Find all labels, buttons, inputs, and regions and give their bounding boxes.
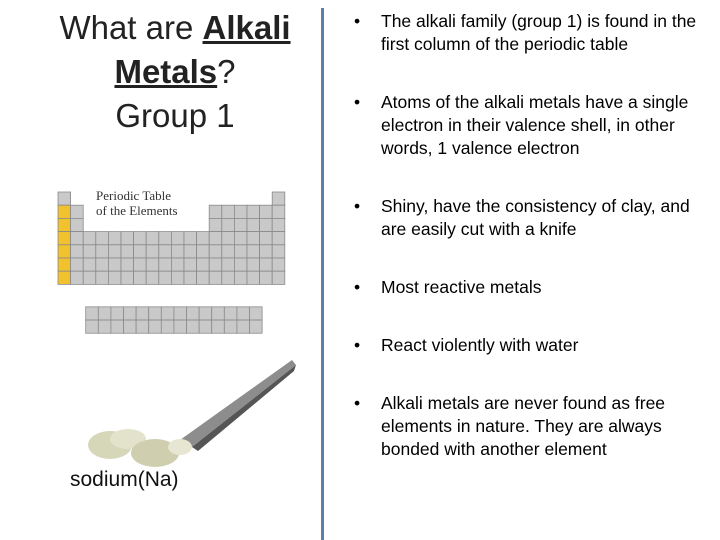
lanthanide-actinide-cell (224, 307, 237, 320)
lanthanide-actinide-cell (199, 320, 212, 333)
lanthanide-actinide-cell (174, 320, 187, 333)
element-cell (83, 232, 96, 245)
element-cell (247, 258, 260, 271)
element-cell (159, 271, 172, 284)
element-cell (83, 271, 96, 284)
lanthanide-actinide-cell (136, 307, 149, 320)
lanthanide-actinide-cell (237, 307, 250, 320)
element-cell (134, 258, 147, 271)
element-cell (209, 245, 222, 258)
element-cell (96, 232, 109, 245)
element-cell (146, 258, 159, 271)
element-cell (209, 232, 222, 245)
element-cell (260, 218, 273, 231)
bullet-item: • Most reactive metals (352, 276, 718, 299)
element-cell (171, 271, 184, 284)
element-cell (260, 258, 273, 271)
knife-edge (192, 365, 296, 451)
element-cell (96, 245, 109, 258)
element-cell (260, 271, 273, 284)
element-cell (247, 218, 260, 231)
title-alkali: Alkali (202, 9, 291, 46)
periodic-table-caption: Periodic Table of the Elements (96, 188, 178, 218)
element-cell (171, 258, 184, 271)
element-cell (159, 258, 172, 271)
element-cell (222, 218, 235, 231)
alkali-metal-cell (58, 271, 71, 284)
element-cell (272, 192, 285, 205)
element-cell (96, 271, 109, 284)
element-cell (108, 245, 121, 258)
element-cell (121, 232, 134, 245)
element-cell (247, 205, 260, 218)
element-cell (71, 258, 84, 271)
lanthanide-actinide-cell (161, 307, 174, 320)
lanthanide-actinide-cell (187, 320, 200, 333)
element-cell (146, 232, 159, 245)
element-cell (260, 232, 273, 245)
bullet-item: • React violently with water (352, 334, 718, 357)
element-cell (108, 258, 121, 271)
element-cell (58, 192, 71, 205)
element-cell (184, 258, 197, 271)
element-cell (184, 232, 197, 245)
element-cell (209, 218, 222, 231)
element-cell (134, 232, 147, 245)
lanthanide-actinide-cell (124, 307, 137, 320)
alkali-metal-cell (58, 218, 71, 231)
title-line-2: Metals? (114, 53, 236, 90)
element-cell (222, 232, 235, 245)
bullet-list (352, 10, 718, 496)
element-cell (197, 258, 210, 271)
element-cell (234, 271, 247, 284)
element-cell (272, 245, 285, 258)
lanthanide-actinide-cell (212, 307, 225, 320)
lanthanide-actinide-cell (149, 320, 162, 333)
element-cell (234, 205, 247, 218)
element-cell (184, 245, 197, 258)
lanthanide-actinide-cell (124, 320, 137, 333)
lanthanide-actinide-cell (98, 320, 111, 333)
element-cell (247, 232, 260, 245)
element-cell (234, 258, 247, 271)
element-cell (197, 232, 210, 245)
element-cell (222, 271, 235, 284)
lanthanide-actinide-cell (111, 307, 124, 320)
lanthanide-actinide-cell (224, 320, 237, 333)
bullet-item: • Shiny, have the consistency of clay, and are easily cut with a knife (352, 195, 718, 241)
element-cell (71, 271, 84, 284)
lanthanide-actinide-cell (199, 307, 212, 320)
element-cell (134, 245, 147, 258)
knife-blade (180, 360, 296, 447)
alkali-metal-cell (58, 258, 71, 271)
lanthanide-actinide-cell (86, 320, 99, 333)
element-cell (272, 271, 285, 284)
element-cell (234, 245, 247, 258)
element-cell (222, 245, 235, 258)
element-cell (146, 245, 159, 258)
element-cell (272, 232, 285, 245)
lanthanide-actinide-cell (174, 307, 187, 320)
bullet-item: • The alkali family (group 1) is found in the first column of the periodic table (352, 10, 718, 56)
element-cell (121, 258, 134, 271)
element-cell (260, 245, 273, 258)
element-cell (234, 218, 247, 231)
element-cell (272, 205, 285, 218)
lanthanide-actinide-cell (86, 307, 99, 320)
lanthanide-actinide-cell (187, 307, 200, 320)
sodium-image (80, 355, 300, 475)
column-divider (321, 8, 324, 540)
element-cell (247, 245, 260, 258)
bullet-item: • Atoms of the alkali metals have a single electron in their valence shell, in other words, 1 valence electron (352, 91, 718, 160)
alkali-metal-cell (58, 205, 71, 218)
bullet-item: • Alkali metals are never found as free elements in nature. They are always bonded with another element (352, 392, 718, 461)
element-cell (159, 232, 172, 245)
title-metals: Metals (114, 53, 218, 90)
lanthanide-actinide-cell (111, 320, 124, 333)
alkali-metal-cell (58, 232, 71, 245)
alkali-metal-cell (58, 245, 71, 258)
lanthanide-actinide-cell (161, 320, 174, 333)
slide-title (40, 6, 310, 138)
element-cell (146, 271, 159, 284)
element-cell (222, 258, 235, 271)
element-cell (272, 218, 285, 231)
element-cell (184, 271, 197, 284)
element-cell (83, 258, 96, 271)
sodium-label: sodium(Na) (70, 468, 179, 491)
element-cell (260, 205, 273, 218)
element-cell (96, 258, 109, 271)
element-cell (83, 245, 96, 258)
element-cell (159, 245, 172, 258)
element-cell (121, 271, 134, 284)
element-cell (71, 205, 84, 218)
element-cell (171, 245, 184, 258)
element-cell (197, 271, 210, 284)
lanthanide-actinide-cell (149, 307, 162, 320)
element-cell (272, 258, 285, 271)
lanthanide-actinide-cell (237, 320, 250, 333)
lanthanide-actinide-cell (136, 320, 149, 333)
element-cell (171, 232, 184, 245)
lanthanide-actinide-cell (250, 320, 263, 333)
element-cell (108, 271, 121, 284)
element-cell (71, 218, 84, 231)
element-cell (209, 271, 222, 284)
element-cell (234, 232, 247, 245)
lanthanide-actinide-cell (212, 320, 225, 333)
sodium-chunk (168, 439, 192, 455)
element-cell (71, 232, 84, 245)
element-cell (247, 271, 260, 284)
title-line-1: What are Alkali (59, 9, 291, 46)
element-cell (108, 232, 121, 245)
element-cell (209, 258, 222, 271)
element-cell (134, 271, 147, 284)
lanthanide-actinide-cell (98, 307, 111, 320)
title-line-3: Group 1 (115, 97, 235, 134)
element-cell (197, 245, 210, 258)
element-cell (222, 205, 235, 218)
element-cell (71, 245, 84, 258)
element-cell (209, 205, 222, 218)
lanthanide-actinide-cell (250, 307, 263, 320)
element-cell (121, 245, 134, 258)
